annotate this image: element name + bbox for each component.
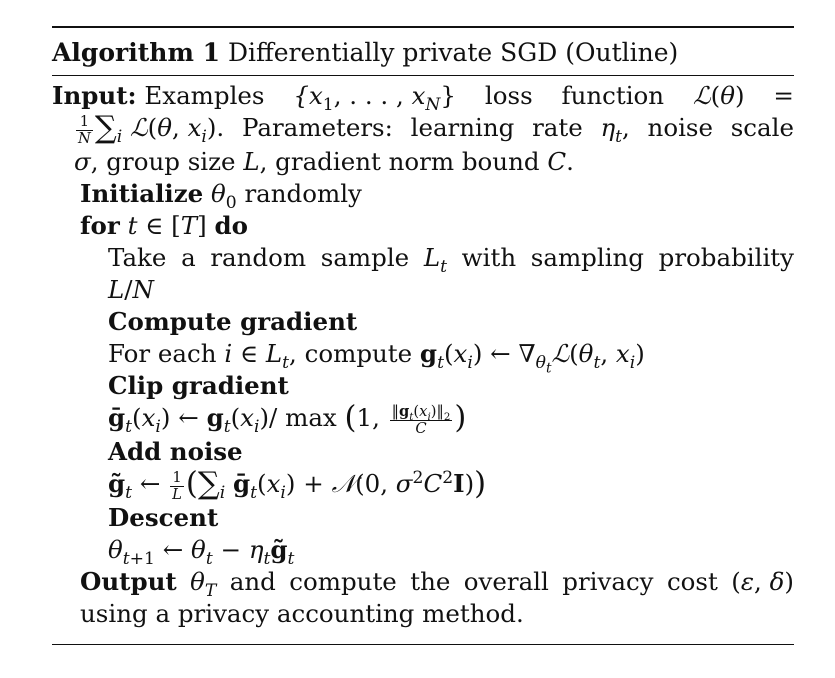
sample-line-2: L/N bbox=[108, 275, 154, 305]
input-label: Input: bbox=[52, 81, 137, 110]
output-line-1: Output $\theta_T$ and compute the overall privacy cost (ε, δ) bbox=[80, 567, 794, 602]
input-line-1: Input: Examples {$x_1$, . . . , $x_N$} loss function ℒ(θ) = bbox=[52, 81, 794, 115]
algorithm-body bbox=[52, 76, 794, 630]
do-label: do bbox=[214, 211, 248, 241]
algorithm-box bbox=[52, 26, 794, 645]
clip-gradient-label: Clip gradient bbox=[108, 371, 289, 401]
for-line: for t ∈ [T] do bbox=[80, 211, 248, 241]
initialize-label: Initialize bbox=[80, 179, 204, 209]
for-label: for bbox=[80, 211, 120, 241]
descent-label: Descent bbox=[108, 503, 219, 533]
initialize-line: Initialize $\theta_0$ randomly bbox=[80, 179, 362, 213]
output-line-2: using a privacy accounting method. bbox=[80, 599, 524, 629]
descent-line: $\theta_{t+1}$ ← $\theta_t$ − $\eta_tg̃_t$ bbox=[108, 535, 295, 570]
add-noise-line: $g̃_t$ ← $\frac{1}{L}$ ($\sum_i$ $ḡ_t(x_i)$ + 𝒩(0, $\sigma^2C^2I$)) bbox=[108, 466, 487, 503]
algorithm-caption bbox=[52, 28, 794, 75]
caption-title: Differentially private SGD (Outline) bbox=[227, 38, 679, 67]
output-label: Output bbox=[80, 567, 177, 597]
caption-label: Algorithm 1 bbox=[52, 38, 220, 67]
input-line-2: $\frac{1}{N}$ $\sum_i$ ℒ(θ, $x_i$). Parameters: learning rate $\eta_t$, noise scale bbox=[78, 110, 794, 147]
clip-gradient-line: $ḡ_t(x_i)$ ← $g_t(x_i)/$ max (1, $\frac{‖g_t(x_i)‖_2}{C}$ ) bbox=[108, 400, 467, 437]
compute-gradient-label: Compute gradient bbox=[108, 307, 358, 337]
input-line-3: σ, group size L, gradient norm bound C. bbox=[74, 147, 574, 177]
bottom-rule bbox=[52, 644, 794, 645]
compute-gradient-line: For each i ∈ $L_t$, compute $g_t(x_i)$ ← $\nabla_{\theta_t}ℒ(\theta_t$, $x_i$) bbox=[108, 339, 645, 377]
add-noise-label: Add noise bbox=[108, 437, 243, 467]
sample-line-1: Take a random sample $L_t$ with sampling probability bbox=[108, 243, 794, 277]
